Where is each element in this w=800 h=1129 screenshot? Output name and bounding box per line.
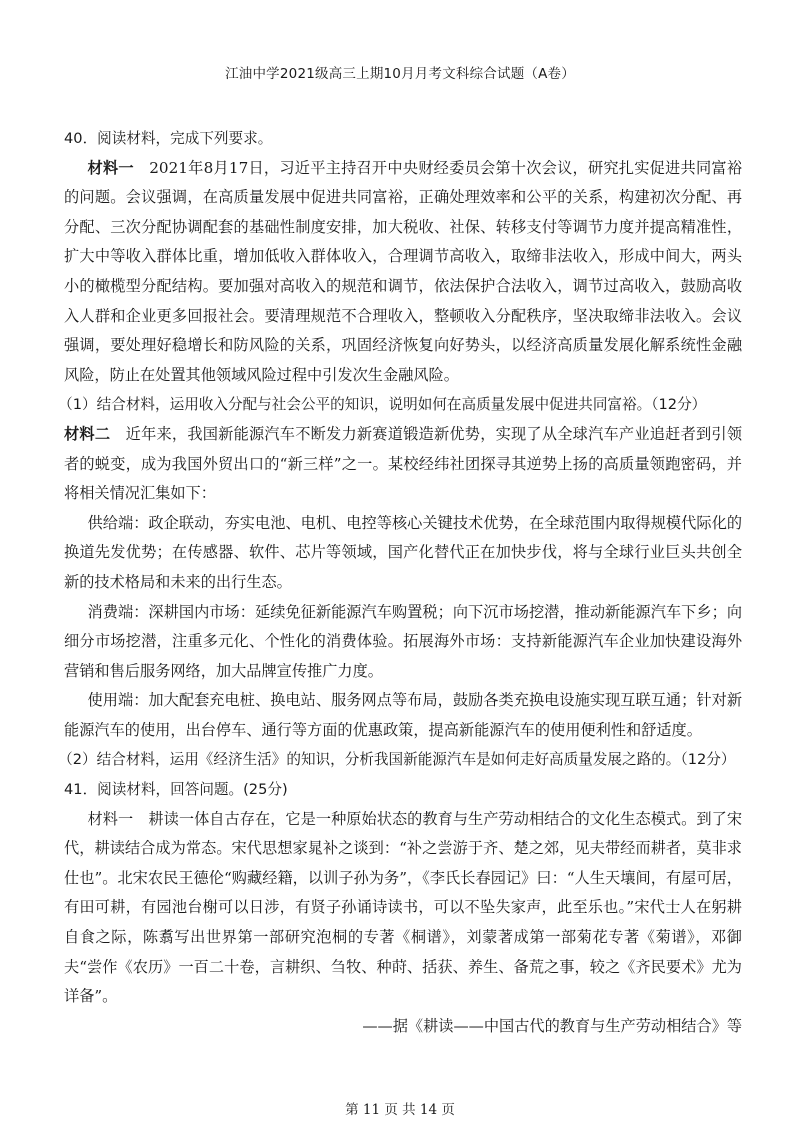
exam-content <box>58 124 743 1041</box>
page-number: 第 11 页 共 14 页 <box>345 1102 455 1118</box>
material-2-label: 材料二 <box>64 424 111 443</box>
material-1-text: 2021年8月17日，习近平主持召开中央财经委员会第十次会议，研究扎实促进共同富裕的问题。会议强调，在高质量发展中促进共同富裕，正确处理效率和公平的关系，构建初次分配、再分配、三次分配协调配套的基础性制度安排，加大税收、社保、转移支付等调节力度并提高精准性，扩大中等收入群体比重，增加低收入群体收入，合理调节高收入，取缔非法收入，形成中间大，两头小的橄榄型分配结构。要加强对高收入的规范和调节，依法保护合法收入，调节过高收入，鼓励高收入人群和企业更多回报社会。要清理规范不合理收入，整顿收入分配秩序，坚决取缔非法收入。会议强调，要处理好稳增长和防风险的关系，巩固经济恢复向好势头，以经济高质量发展化解系统性金融风险，防止在处置其他领域风险过程中引发次生金融风险。 <box>64 158 743 384</box>
material-2-text: 近年来，我国新能源汽车不断发力新赛道锻造新优势，实现了从全球汽车产业追赶者到引领者的蜕变，成为我国外贸出口的“新三样”之一。某校经纬社团探寻其逆势上扬的高质量领跑密码，并将相关情况汇集如下： <box>64 424 743 503</box>
question-41-material-1: 材料一 耕读一体自古存在，它是一种原始状态的教育与生产劳动相结合的文化生态模式。到了宋代，耕读结合成为常态。宋代思想家晁补之谈到：“补之尝游于齐、楚之郊，见夫带经而耕者，莫非求仕也”。北宋农民王德伦“购藏经籍，以训子孙为务”，《李氏长春园记》曰：“人生天壤间，有屋可居，有田可耕，有园池台榭可以日涉，有贤子孙诵诗读书，可以不坠失家声，此至乐也。”宋代士人在躬耕自食之际，陈翥写出世界第一部研究泡桐的专著《桐谱》，刘蒙著成第一部菊花专著《菊谱》，邓御夫“尝作《农历》一百二十卷，言耕织、刍牧、种莳、括获、养生、备荒之事，较之《齐民要术》尤为详备”。 <box>64 809 742 1006</box>
exam-header: 江油中学2021级高三上期10月月考文科综合试题（A卷） <box>225 66 575 82</box>
material-1-paragraph <box>64 154 742 391</box>
question-40-title: 40．阅读材料，完成下列要求。 <box>64 130 273 147</box>
material-1-label: 材料一 <box>87 158 134 177</box>
consumption-side-paragraph: 消费端：深耕国内市场：延续免征新能源汽车购置税；向下沉市场挖潜，推动新能源汽车下乡；向细分市场挖潜，注重多元化、个性化的消费体验。拓展海外市场：支持新能源汽车企业加快建设海外营销和售后服务网络，加大品牌宣传推广力度。 <box>64 602 742 680</box>
question-41-title: 41．阅读材料，回答问题。(25分) <box>64 781 288 799</box>
material-2-paragraph <box>64 420 742 509</box>
usage-side-paragraph: 使用端：加大配套充电桩、换电站、服务网点等布局，鼓励各类充换电设施实现互联互通；针对新能源汽车的使用，出台停车、通行等方面的优惠政策，提高新能源汽车的使用便利性和舒适度。 <box>64 691 742 739</box>
supply-side-paragraph: 供给端：政企联动，夯实电池、电机、电控等核心关键技术优势，在全球范围内取得规模代际化的换道先发优势；在传感器、软件、芯片等领域，国产化替代正在加快步伐，将与全球行业巨头共创全新的技术格局和未来的出行生态。 <box>64 513 742 591</box>
question-40-sub-2: （2）结合材料，运用《经济生活》的知识，分析我国新能源汽车是如何走好高质量发展之路的。（12分） <box>58 751 736 769</box>
source-attribution: ——据《耕读——中国古代的教育与生产劳动相结合》等 <box>362 1016 742 1035</box>
question-40-sub-1: （1）结合材料，运用收入分配与社会公平的知识，说明如何在高质量发展中促进共同富裕。（12分） <box>58 396 707 414</box>
